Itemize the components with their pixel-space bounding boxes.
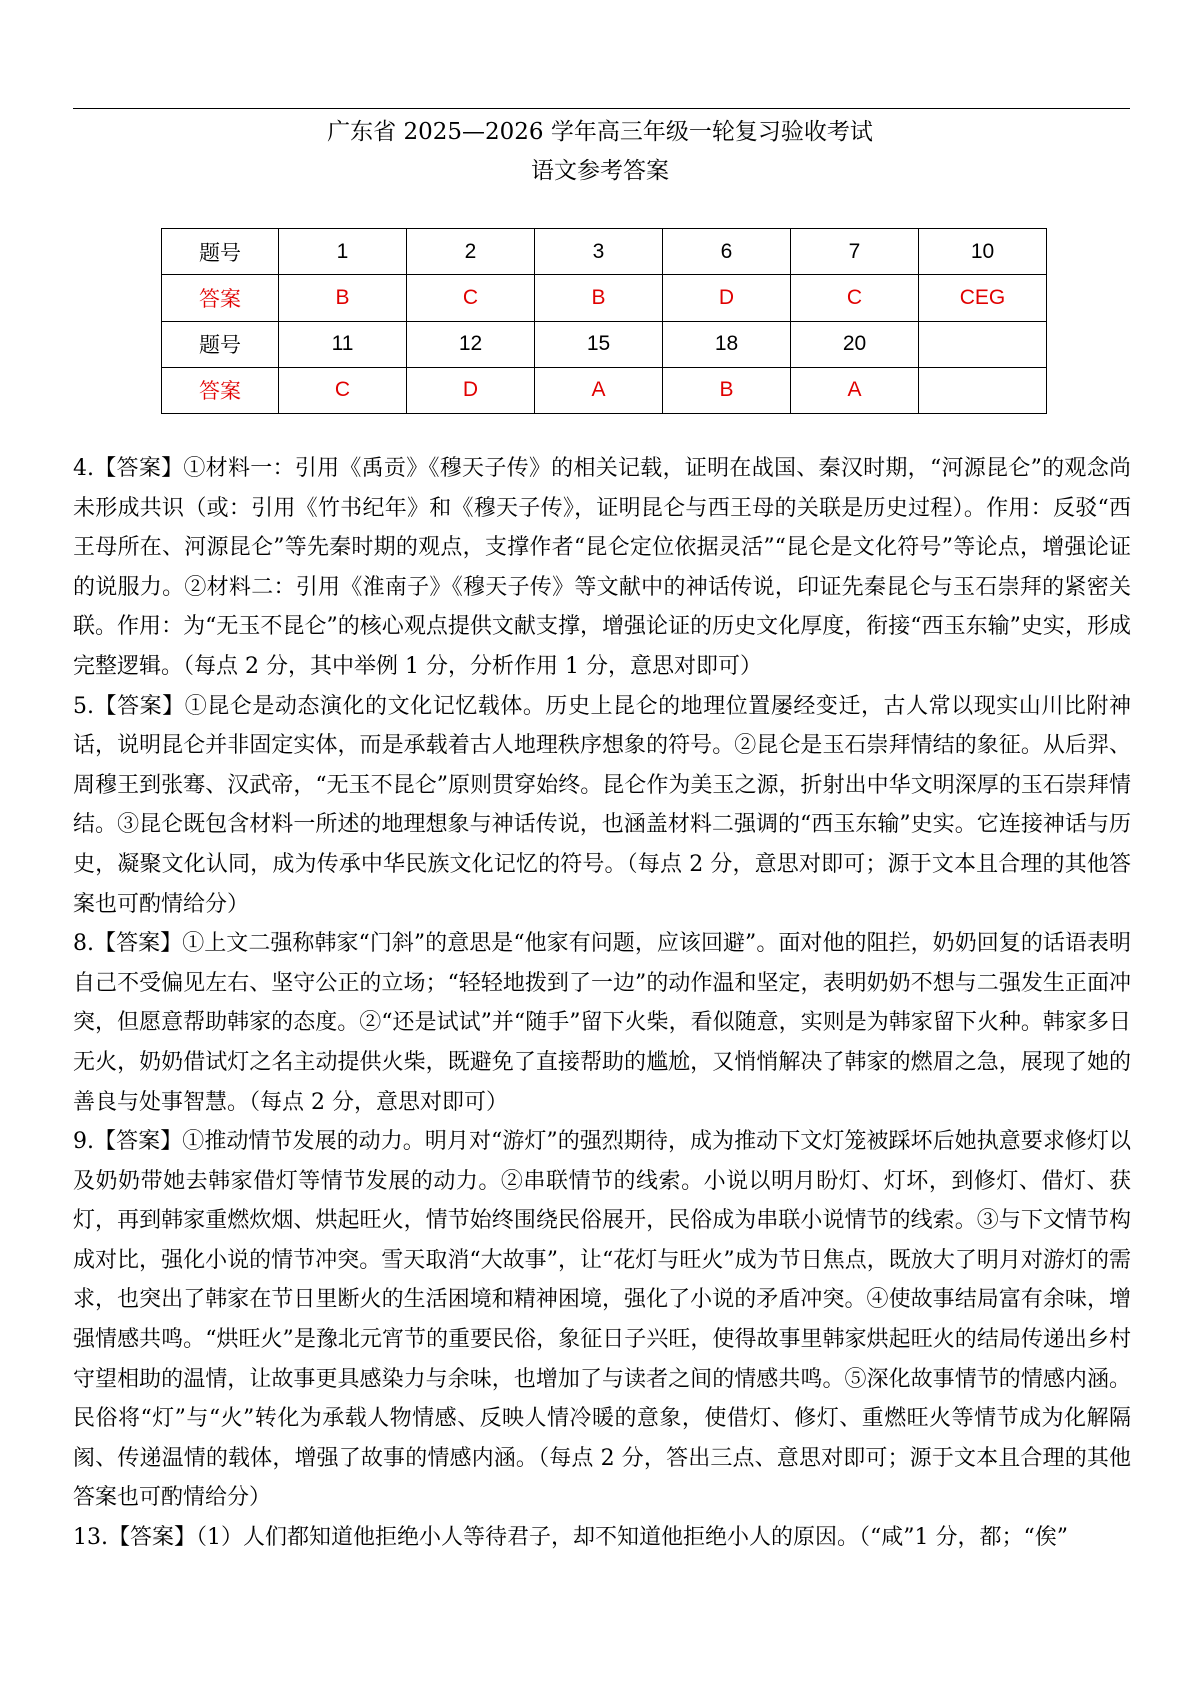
answer-cell: B (279, 275, 407, 321)
question-number: 13. (73, 1525, 108, 1551)
answer-cell: C (279, 367, 407, 413)
answer-paragraph (73, 449, 1131, 687)
answer-cell: A (535, 367, 663, 413)
answer-tag: 【答案】 (108, 1525, 197, 1551)
table-row (162, 321, 1047, 367)
question-number-cell: 18 (663, 321, 791, 367)
question-number-cell (919, 321, 1047, 367)
table-row (162, 275, 1047, 321)
answer-paragraph (73, 687, 1131, 925)
answer-cell: D (663, 275, 791, 321)
answer-cell (919, 367, 1047, 413)
answer-cell: D (407, 367, 535, 413)
question-number: 4. (73, 456, 94, 481)
answer-paragraph (73, 1122, 1131, 1518)
row-label: 题号 (162, 321, 279, 367)
question-number: 9. (73, 1129, 94, 1155)
row-label: 答案 (162, 367, 279, 413)
page-title: 广东省 2025—2026 学年高三年级一轮复习验收考试 (327, 119, 873, 145)
question-number-cell: 6 (663, 229, 791, 275)
question-number-cell: 12 (407, 321, 535, 367)
answer-cell: B (663, 367, 791, 413)
answer-cell: C (791, 275, 919, 321)
answer-text: ①材料一：引用《禹贡》《穆天子传》的相关记载，证明在战国、秦汉时期，“河源昆仑”的观念尚未形成共识（或：引用《竹书纪年》和《穆天子传》，证明昆仑与西王母的关联是历史过程）。作用：反驳“西王母所在、河源昆仑”等先秦时期的观点，支撑作者“昆仑定位依据灵活”“昆仑是文化符号”等论点，增强论证的说服力。②材料二：引用《淮南子》《穆天子传》等文献中的神话传说，印证先秦昆仑与玉石崇拜的紧密关联。作用：为“无玉不昆仑”的核心观点提供文献支撑，增强论证的历史文化厚度，衔接“西玉东输”史实，形成完整逻辑。（每点 2 分，其中举例 1 分，分析作用 1 分，意思对即可） (73, 456, 1131, 679)
question-number-cell: 2 (407, 229, 535, 275)
answer-cell: C (407, 275, 535, 321)
answer-explanations (73, 449, 1131, 1558)
header-rule (73, 108, 1130, 109)
answer-table (161, 228, 1047, 414)
answer-text: ①上文二强称韩家“门斜”的意思是“他家有问题，应该回避”。面对他的阻拦，奶奶回复的话语表明自己不受偏见左右、坚守公正的立场；“轻轻地拨到了一边”的动作温和坚定，表明奶奶不想与二强发生正面冲突，但愿意帮助韩家的态度。②“还是试试”并“随手”留下火柴，看似随意，实则是为韩家留下火种。韩家多日无火，奶奶借试灯之名主动提供火柴，既避免了直接帮助的尴尬，又悄悄解决了韩家的燃眉之急，展现了她的善良与处事智慧。（每点 2 分，意思对即可） (73, 931, 1131, 1115)
answer-paragraph (73, 924, 1131, 1122)
page-subtitle: 语文参考答案 (531, 158, 669, 184)
question-number: 8. (73, 931, 94, 957)
row-label: 题号 (162, 229, 279, 275)
answer-text: （1）人们都知道他拒绝小人等待君子，却不知道他拒绝小人的原因。（“咸”1 分，都；“俟” (196, 1525, 1068, 1551)
question-number-cell: 10 (919, 229, 1047, 275)
answer-cell: B (535, 275, 663, 321)
answer-tag: 【答案】 (94, 693, 185, 719)
answer-tag: 【答案】 (94, 931, 183, 957)
answer-cell: CEG (919, 275, 1047, 321)
question-number-cell: 3 (535, 229, 663, 275)
question-number-cell: 20 (791, 321, 919, 367)
answer-paragraph (73, 1518, 1131, 1558)
row-label: 答案 (162, 275, 279, 321)
answer-tag: 【答案】 (94, 1129, 183, 1155)
question-number-cell: 11 (279, 321, 407, 367)
question-number: 5. (73, 693, 94, 719)
table-row (162, 367, 1047, 413)
answer-text: ①推动情节发展的动力。明月对“游灯”的强烈期待，成为推动下文灯笼被踩坏后她执意要求修灯以及奶奶带她去韩家借灯等情节发展的动力。②串联情节的线索。小说以明月盼灯、灯坏，到修灯、借灯、获灯，再到韩家重燃炊烟、烘起旺火，情节始终围绕民俗展开，民俗成为串联小说情节的线索。③与下文情节构成对比，强化小说的情节冲突。雪天取消“大故事”，让“花灯与旺火”成为节日焦点，既放大了明月对游灯的需求，也突出了韩家在节日里断火的生活困境和精神困境，强化了小说的矛盾冲突。④使故事结局富有余味，增强情感共鸣。“烘旺火”是豫北元宵节的重要民俗，象征日子兴旺，使得故事里韩家烘起旺火的结局传递出乡村守望相助的温情，让故事更具感染力与余味，也增加了与读者之间的情感共鸣。⑤深化故事情节的情感内涵。民俗将“灯”与“火”转化为承载人物情感、反映人情冷暖的意象，使借灯、修灯、重燃旺火等情节成为化解隔阂、传递温情的载体，增强了故事的情感内涵。（每点 2 分，答出三点、意思对即可；源于文本且合理的其他答案也可酌情给分） (73, 1129, 1131, 1511)
question-number-cell: 15 (535, 321, 663, 367)
answer-tag: 【答案】 (94, 456, 184, 481)
answer-cell: A (791, 367, 919, 413)
table-row (162, 229, 1047, 275)
question-number-cell: 1 (279, 229, 407, 275)
question-number-cell: 7 (791, 229, 919, 275)
answer-text: ①昆仑是动态演化的文化记忆载体。历史上昆仑的地理位置屡经变迁，古人常以现实山川比附神话，说明昆仑并非固定实体，而是承载着古人地理秩序想象的符号。②昆仑是玉石崇拜情结的象征。从后羿、周穆王到张骞、汉武帝，“无玉不昆仑”原则贯穿始终。昆仑作为美玉之源，折射出中华文明深厚的玉石崇拜情结。③昆仑既包含材料一所述的地理想象与神话传说，也涵盖材料二强调的“西玉东输”史实。它连接神话与历史，凝聚文化认同，成为传承中华民族文化记忆的符号。（每点 2 分，意思对即可；源于文本且合理的其他答案也可酌情给分） (73, 693, 1131, 917)
